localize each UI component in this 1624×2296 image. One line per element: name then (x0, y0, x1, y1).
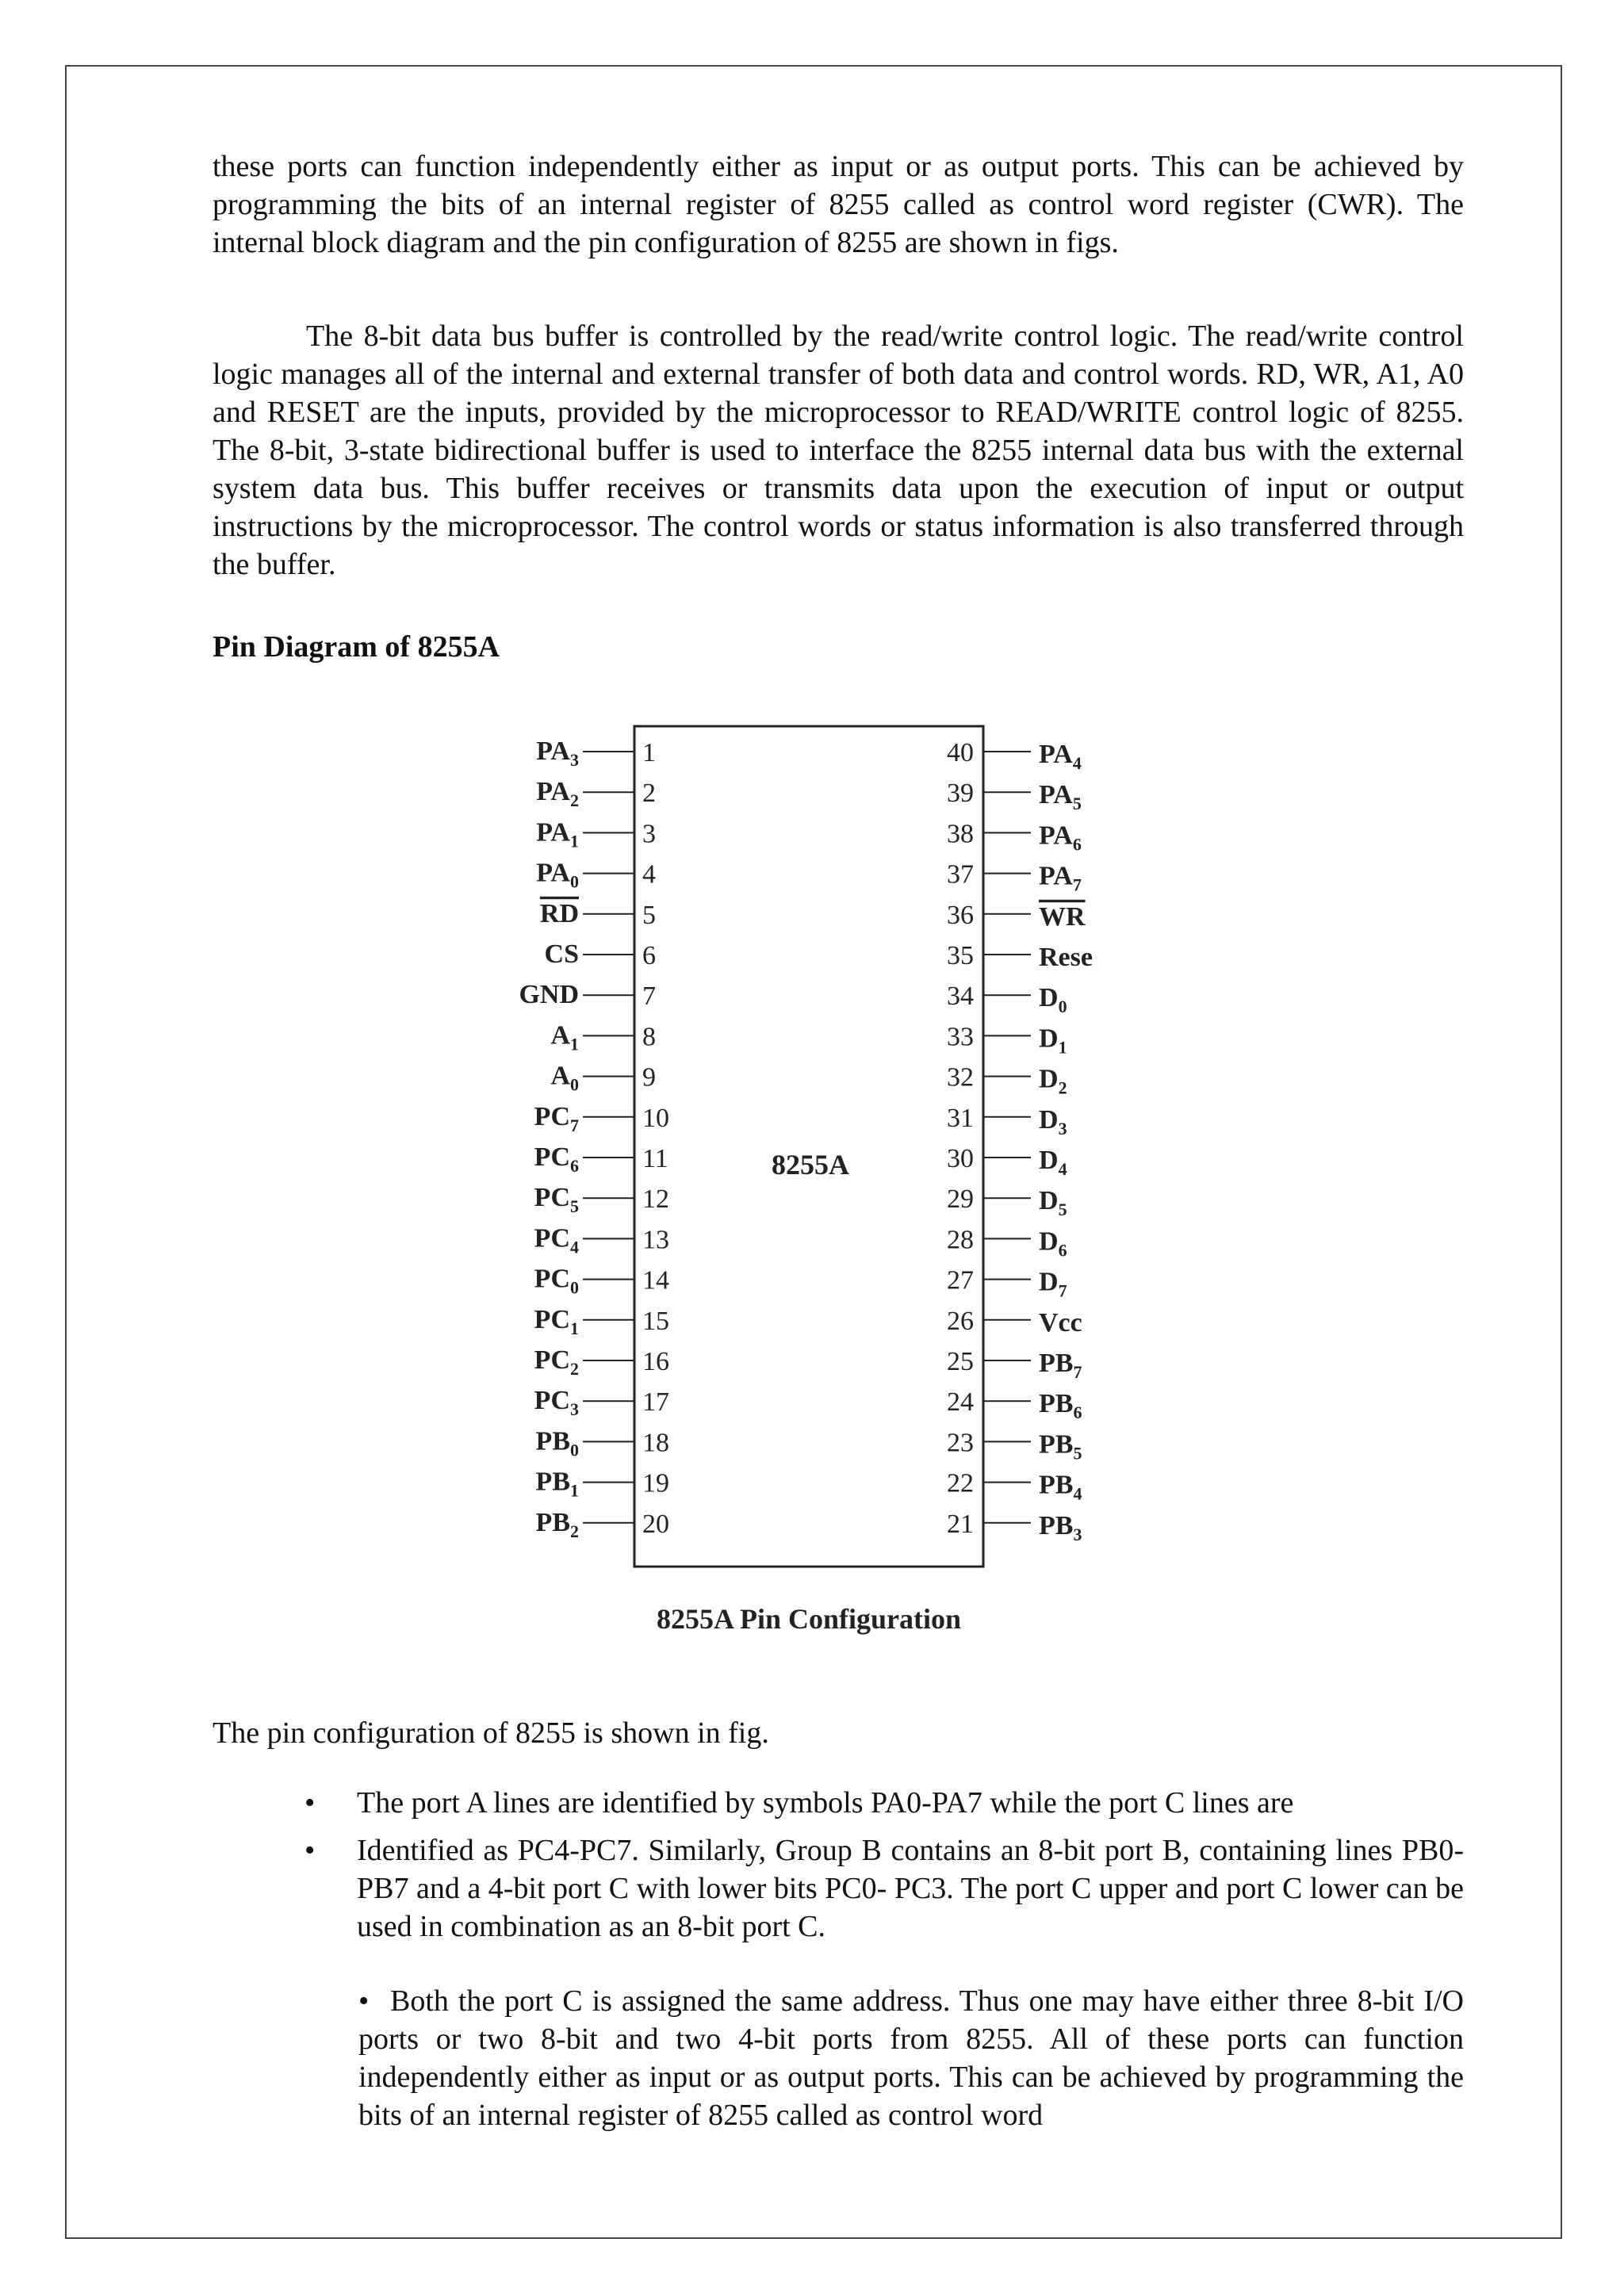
pin-number: 15 (642, 1306, 669, 1336)
paragraph-data-bus-buffer: The 8-bit data bus buffer is controlled by the read/write control logic. The read/write control logic manages all of the internal and external transfer of both data and control words. RD, WR, A1, A0 and RESET are the inputs, provided by the microprocessor to READ/WRITE control logic of 8255. The 8-bit, 3-state bidirectional buffer is used to interface the 8255 internal data bus with the external system data bus. This buffer receives or transmits data upon the execution of input or output instructions by the microprocessor. The control words or status information is also transferred through the buffer. (213, 320, 1464, 581)
pin-label: WR (1039, 901, 1086, 932)
pin-label: $PC_3$ (534, 1386, 579, 1420)
pin-number: 8 (642, 1022, 656, 1052)
section-heading: Pin Diagram of 8255A (213, 630, 500, 664)
pin-label: $PA_3$ (536, 737, 579, 770)
pin-label: $PB_2$ (535, 1507, 579, 1541)
pin-number: 7 (642, 982, 656, 1012)
chip-label: 8255A (772, 1149, 849, 1181)
pin-label: $D_6$ (1039, 1226, 1067, 1261)
bullet-marker: • (304, 1834, 316, 1867)
pin-number: 18 (642, 1428, 669, 1458)
pin-label: $PB_1$ (535, 1467, 579, 1501)
pin-number: 14 (642, 1265, 669, 1295)
pin-number: 28 (947, 1225, 974, 1255)
pin-number: 3 (642, 819, 656, 849)
pin-label: $PC_7$ (534, 1101, 579, 1135)
pin-number: 16 (642, 1347, 669, 1376)
bullet-text: The port A lines are identified by symbols PA0-PA7 while the port C lines are (357, 1786, 1294, 1820)
pin-number: 11 (642, 1144, 668, 1173)
pin-number: 34 (947, 982, 974, 1012)
pin-label: $PA_0$ (536, 858, 579, 892)
pin-label: $PC_5$ (534, 1183, 579, 1217)
pin-label: $PC_4$ (534, 1223, 579, 1257)
pin-label: Vcc (1039, 1307, 1082, 1337)
bullet-marker: • (358, 1984, 370, 2018)
bullet-text: Identified as PC4-PC7. Similarly, Group B contains an 8-bit port B, containing lines PB0-PB7 and a 4-bit port C with lower bits PC0- PC3. The port C upper and port C lower can be used in combination as an 8-bit port C. (357, 1834, 1464, 1943)
diagram-caption: 8255A Pin Configuration (656, 1603, 962, 1635)
pin-number: 12 (642, 1184, 669, 1215)
pin-label: $D_7$ (1039, 1267, 1067, 1301)
pin-label: $D_1$ (1039, 1024, 1067, 1058)
pin-number: 27 (947, 1265, 974, 1295)
pin-label: $PC_2$ (534, 1345, 579, 1379)
pin-number: 32 (947, 1062, 974, 1093)
pin-label: $PB_3$ (1039, 1510, 1082, 1544)
pin-label: $PB_5$ (1039, 1429, 1082, 1464)
pin-label: Rese (1039, 943, 1093, 972)
pin-label: $D_4$ (1039, 1146, 1067, 1179)
pin-config-intro: The pin configuration of 8255 is shown in fig. (213, 1716, 769, 1750)
pin-label: $PA_4$ (1039, 740, 1082, 773)
pin-label: $PB_0$ (535, 1426, 579, 1460)
pin-number: 39 (947, 779, 974, 809)
pin-label: $PC_6$ (534, 1142, 579, 1176)
list-item (213, 1784, 1464, 1822)
pin-number: 37 (947, 859, 974, 890)
pin-label: $D_5$ (1039, 1186, 1067, 1220)
pin-label: $PC_0$ (534, 1264, 579, 1298)
pin-number: 20 (642, 1509, 669, 1539)
pin-label: $D_0$ (1039, 983, 1067, 1017)
pin-number: 26 (947, 1306, 974, 1336)
pin-number: 33 (947, 1022, 974, 1052)
pin-number: 23 (947, 1428, 974, 1458)
pin-label: $D_2$ (1039, 1064, 1067, 1098)
pin-label: $A_0$ (550, 1061, 579, 1095)
pin-number: 21 (947, 1509, 974, 1539)
pin-label: $PA_2$ (536, 777, 579, 811)
pin-number: 5 (642, 900, 656, 930)
pin-number: 4 (642, 859, 656, 890)
pin-number: 17 (642, 1387, 669, 1418)
pin-label: RD (539, 898, 579, 928)
pin-label: $D_3$ (1039, 1104, 1067, 1138)
pin-number: 25 (947, 1347, 974, 1376)
paragraph-intro: these ports can function independently either as input or as output ports. This can be achieved by programming the bits of an internal register of 8255 called as control word register (CWR). The internal block diagram and the pin configuration of 8255 are shown in figs. (213, 150, 1464, 259)
sub-bullet-paragraph (358, 1982, 1464, 2134)
pin-number: 30 (947, 1144, 974, 1173)
pin-number: 10 (642, 1103, 669, 1133)
pin-label: $PA_5$ (1039, 780, 1082, 814)
pin-label: GND (519, 980, 579, 1010)
bullet-list (213, 1784, 1464, 1955)
pin-label: $PA_6$ (1039, 821, 1082, 855)
pin-label: $PA_7$ (1039, 861, 1082, 895)
pin-number: 31 (947, 1103, 974, 1133)
pin-number: 40 (947, 738, 974, 767)
pin-number: 38 (947, 819, 974, 849)
sub-bullet-text: Both the port C is assigned the same address. Thus one may have either three 8-bit I/O ports or two 8-bit and two 4-bit ports from 8255. All of these ports can function independently either as input or as output ports. This can be achieved by programming the bits of an internal register of 8255 called as control word (358, 1984, 1464, 2132)
pin-label: $PA_1$ (536, 817, 579, 851)
list-item (213, 1831, 1464, 1946)
bullet-marker: • (304, 1786, 316, 1820)
pin-number: 29 (947, 1184, 974, 1215)
pin-number: 22 (947, 1468, 974, 1498)
pin-number: 35 (947, 941, 974, 970)
pin-label: $PC_1$ (534, 1304, 579, 1338)
pin-label: $PB_7$ (1039, 1349, 1082, 1382)
pin-number: 13 (642, 1225, 669, 1255)
pin-number: 9 (642, 1062, 656, 1093)
pin-diagram (492, 710, 1126, 1654)
chip-body (634, 726, 983, 1567)
pin-number: 1 (642, 738, 656, 767)
pin-number: 24 (947, 1387, 974, 1418)
pin-label: $PB_6$ (1039, 1389, 1082, 1423)
pin-number: 36 (947, 900, 974, 930)
pin-number: 6 (642, 941, 656, 970)
pin-label: $PB_4$ (1039, 1470, 1082, 1504)
pin-number: 19 (642, 1468, 669, 1498)
pin-label: $A_1$ (550, 1020, 579, 1054)
pin-number: 2 (642, 779, 656, 809)
pin-label: CS (544, 939, 579, 969)
